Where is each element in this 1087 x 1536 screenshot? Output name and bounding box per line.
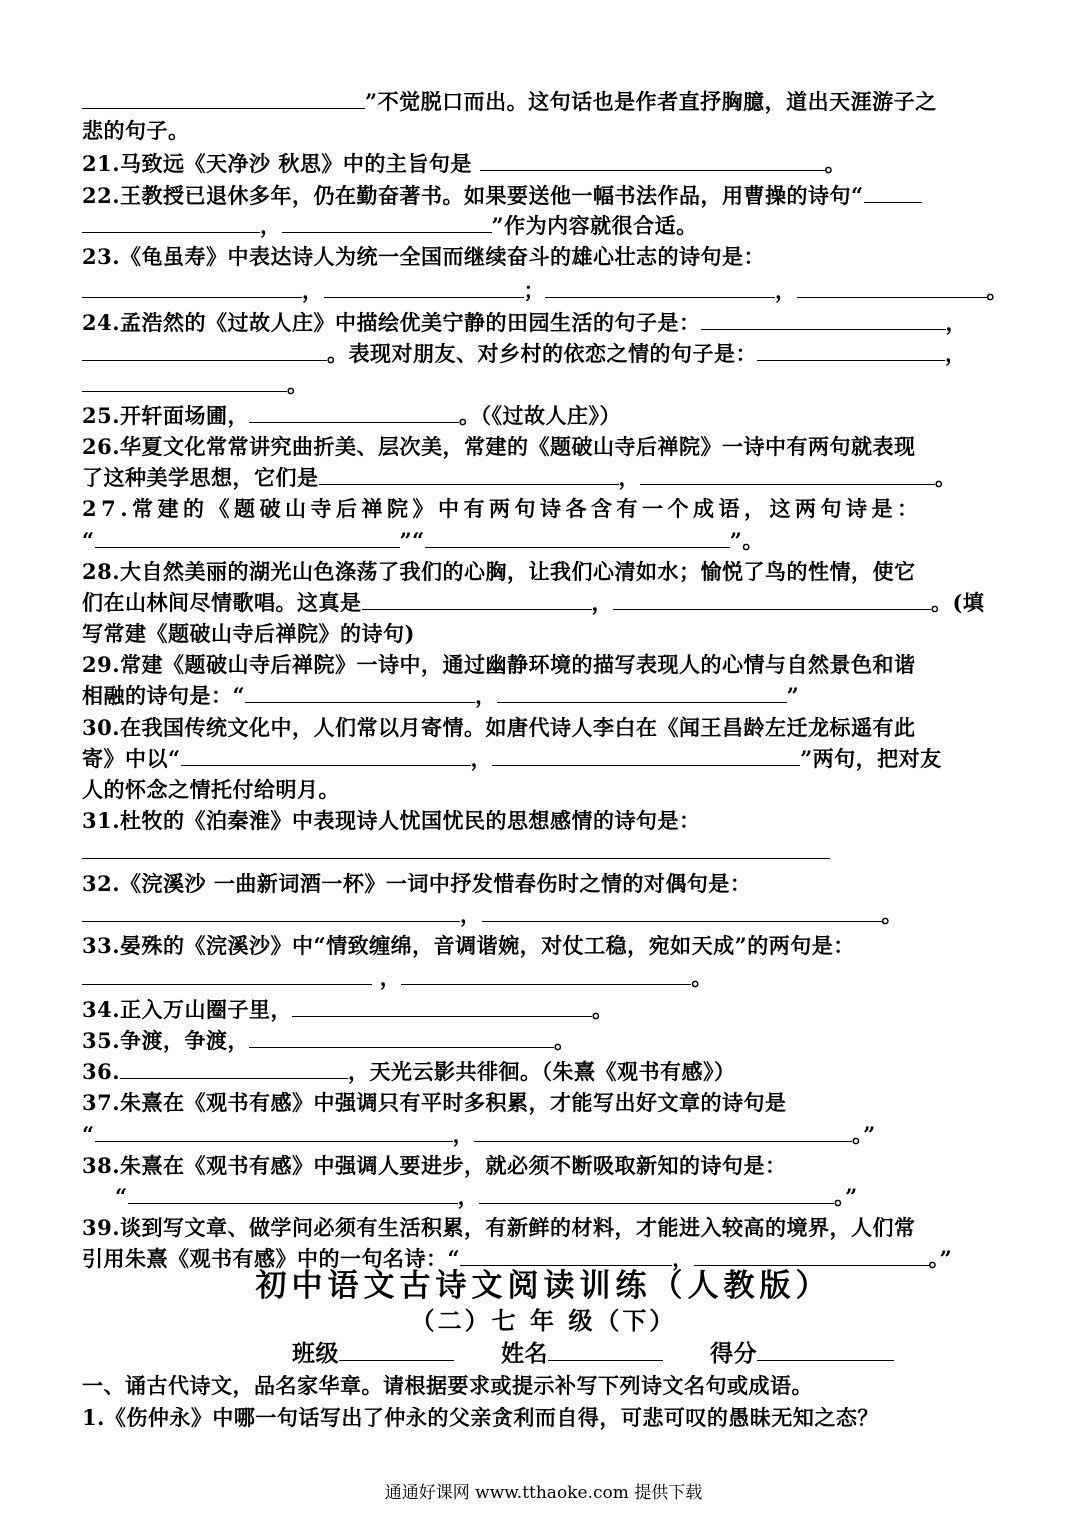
answer-blank[interactable] xyxy=(613,589,931,610)
question-21: 21.马致远《天净沙 秋思》中的主旨句是 。 xyxy=(82,151,847,176)
answer-blank[interactable] xyxy=(82,964,372,985)
question-text: 。表现对朋友、对乡村的依恋之情的句子是： xyxy=(327,341,757,366)
question-35: 35.争渡，争渡， 。 xyxy=(82,1028,576,1053)
question-text: 25.开轩面场圃， xyxy=(82,403,250,428)
question-33-blanks: ， 。 xyxy=(82,964,1007,992)
question-32 xyxy=(82,870,1007,898)
question-30-end xyxy=(82,776,1007,804)
line-20-end xyxy=(82,88,1007,116)
answer-blank[interactable] xyxy=(249,402,459,423)
line-text: ”不觉脱口而出。这句话也是作者直抒胸臆，道出天涯游子之 xyxy=(365,89,937,114)
question-text: 23.《龟虽寿》中表达诗人为统一全国而继续奋斗的雄心壮志的诗句是： xyxy=(82,244,766,269)
question-37-blanks: “ ， 。” xyxy=(82,1122,876,1147)
question-text: 38.朱熹在《观书有感》中强调人要进步，就必须不断吸取新知的诗句是： xyxy=(82,1153,787,1178)
section-intro: 一、诵古代诗文，品名家华章。请根据要求或提示补写下列诗文名句或成语。 xyxy=(82,1373,813,1398)
question-text: ，天光云影共徘徊。（朱熹《观书有感》） xyxy=(348,1059,736,1084)
answer-blank[interactable] xyxy=(492,745,800,766)
answer-blank[interactable] xyxy=(482,901,882,922)
answer-blank[interactable] xyxy=(82,212,260,233)
question-text: 22.王教授已退休多年，仍在勤奋著书。如果要送他一幅书法作品，用曹操的诗句“ xyxy=(82,183,864,208)
answer-blank[interactable] xyxy=(640,464,935,485)
section-question-1: 1.《伤仲永》中哪一句话写出了仲永的父亲贪利而自得，可悲可叹的愚昧无知之态？ xyxy=(82,1405,879,1430)
question-38-blanks: “ ， 。” xyxy=(115,1184,858,1209)
question-32-blanks: ， 。 xyxy=(82,901,1007,929)
answer-blank[interactable] xyxy=(82,277,302,298)
question-text: ”作为内容就很合适。 xyxy=(491,213,698,238)
answer-blank[interactable] xyxy=(324,277,524,298)
answer-blank[interactable] xyxy=(181,745,471,766)
answer-blank[interactable] xyxy=(128,1183,458,1204)
question-text: 寄》中以“ xyxy=(82,746,181,771)
question-text: 34.正入万山圈子里， xyxy=(82,997,293,1022)
answer-blank[interactable] xyxy=(319,464,619,485)
line-20-tail xyxy=(82,117,1007,145)
question-29-cont: 相融的诗句是：“ ， ” xyxy=(82,683,800,708)
answer-blank[interactable] xyxy=(245,682,475,703)
class-label: 班级 xyxy=(292,1341,339,1367)
question-text: 人的怀念之情托付给明月。 xyxy=(82,777,340,802)
question-25 xyxy=(82,402,1007,430)
question-30 xyxy=(82,714,1007,742)
question-text: 写常建《题破山寺后禅院》的诗句) xyxy=(82,621,415,646)
answer-blank[interactable] xyxy=(82,901,460,922)
question-26-cont: 了这种美学思想，它们是 ， 。 xyxy=(82,465,957,490)
footer-credit: 通通好课网 www.tthaoke.com 提供下载 xyxy=(384,1483,703,1503)
question-text: 24.孟浩然的《过故人庄》中描绘优美宁静的田园生活的句子是： xyxy=(82,310,701,335)
answer-blank[interactable] xyxy=(425,527,730,548)
question-text: 37.朱熹在《观书有感》中强调只有平时多积累，才能写出好文章的诗句是 xyxy=(82,1090,787,1115)
question-text: 21.马致远《天净沙 秋思》中的主旨句是 xyxy=(82,151,472,176)
answer-blank[interactable] xyxy=(292,996,592,1017)
answer-blank[interactable] xyxy=(95,527,400,548)
question-text: 们在山林间尽情歌唱。这真是 xyxy=(82,590,362,615)
score-field[interactable] xyxy=(757,1340,894,1361)
answer-blank[interactable] xyxy=(545,277,775,298)
answer-blank[interactable] xyxy=(479,1183,834,1204)
answer-blank[interactable] xyxy=(249,1027,554,1048)
question-23 xyxy=(82,243,1007,271)
question-22-cont: ， ”作为内容就很合适。 xyxy=(82,212,1007,240)
answer-blank[interactable] xyxy=(362,589,592,610)
question-28 xyxy=(82,558,1007,586)
question-source: 。（《过故人庄》） xyxy=(459,403,622,428)
name-label: 姓名 xyxy=(501,1341,549,1367)
question-text: 28.大自然美丽的湖光山色涤荡了我们的心胸，让我们心清如水；愉悦了鸟的性情，使它 xyxy=(82,559,916,584)
answer-blank[interactable] xyxy=(701,309,946,330)
question-27 xyxy=(82,495,1007,523)
question-30-cont: 寄》中以“ ， ”两句，把对友 xyxy=(82,746,942,771)
question-24-end: 。 xyxy=(82,371,1007,399)
question-38 xyxy=(82,1152,1007,1180)
question-36 xyxy=(82,1058,1007,1086)
answer-blank[interactable] xyxy=(480,150,825,171)
answer-blank[interactable] xyxy=(864,182,922,203)
question-29 xyxy=(82,651,1007,679)
question-text: 35.争渡，争渡， xyxy=(82,1028,250,1053)
worksheet-subtitle: （二）七 年 级（下） xyxy=(410,1307,677,1335)
answer-blank[interactable] xyxy=(82,838,830,859)
question-text: ”两句，把对友 xyxy=(800,746,942,771)
question-28-cont: 们在山林间尽情歌唱。这真是 ， 。(填 xyxy=(82,590,985,615)
answer-blank[interactable] xyxy=(694,1245,929,1266)
answer-blank[interactable] xyxy=(497,682,787,703)
question-39-cont: 引用朱熹《观书有感》中的一句名诗：“ ， 。” xyxy=(82,1246,953,1271)
class-field[interactable] xyxy=(339,1340,454,1361)
answer-blank[interactable] xyxy=(82,88,365,109)
question-text: 相融的诗句是：“ xyxy=(82,683,246,708)
answer-blank[interactable] xyxy=(95,1121,453,1142)
question-text: 引用朱熹《观书有感》中的一句名诗：“ xyxy=(82,1246,461,1271)
answer-blank[interactable] xyxy=(757,340,945,361)
answer-blank[interactable] xyxy=(82,340,327,361)
question-text: 26.华夏文化常常讲究曲折美、层次美，常建的《题破山寺后禅院》一诗中有两句就表现 xyxy=(82,434,916,459)
question-27-blanks: “ ”“ ”。 xyxy=(82,528,764,553)
question-31-blank xyxy=(82,838,1007,866)
question-number: 36. xyxy=(82,1059,121,1084)
question-33 xyxy=(82,932,1007,960)
answer-blank[interactable] xyxy=(82,371,287,392)
answer-blank[interactable] xyxy=(460,1245,672,1266)
question-24-cont: 。表现对朋友、对乡村的依恋之情的句子是： ， xyxy=(82,340,1007,368)
question-text: 39.谈到写文章、做学问必须有生活积累，有新鲜的材料，才能进入较高的境界，人们常 xyxy=(82,1215,916,1240)
answer-blank[interactable] xyxy=(474,1121,852,1142)
answer-blank[interactable] xyxy=(120,1058,348,1079)
question-text: 。(填 xyxy=(931,590,985,615)
question-28-end xyxy=(82,620,1007,648)
student-info-row xyxy=(292,1340,1087,1368)
question-text: 31.杜牧的《泊秦淮》中表现诗人忧国忧民的思想感情的诗句是： xyxy=(82,808,701,833)
question-text: 27.常建的《题破山寺后禅院》中有两句诗各含有一个成语，这两句诗是： xyxy=(82,496,923,521)
answer-blank[interactable] xyxy=(282,212,492,233)
answer-blank[interactable] xyxy=(797,277,987,298)
worksheet-title: 初中语文古诗文阅读训练（人教版） xyxy=(255,1268,832,1304)
line-text: 悲的句子。 xyxy=(82,118,190,143)
question-31 xyxy=(82,807,1007,835)
question-text: 30.在我国传统文化中，人们常以月寄情。如唐代诗人李白在《闻王昌龄左迁龙标遥有此 xyxy=(82,715,916,740)
question-24: 24.孟浩然的《过故人庄》中描绘优美宁静的田园生活的句子是： ， xyxy=(82,310,968,335)
question-37 xyxy=(82,1089,1007,1117)
question-39 xyxy=(82,1214,1007,1242)
question-26 xyxy=(82,433,1007,461)
question-22 xyxy=(82,182,1007,210)
question-text: 32.《浣溪沙 一曲新词酒一杯》一词中抒发惜春伤时之情的对偶句是： xyxy=(82,871,752,896)
answer-blank[interactable] xyxy=(401,964,691,985)
question-text: 29.常建《题破山寺后禅院》一诗中，通过幽静环境的描写表现人的心情与自然景色和谐 xyxy=(82,652,916,677)
name-field[interactable] xyxy=(548,1340,663,1361)
question-text: 33.晏殊的《浣溪沙》中“情致缠绵，音调谐婉，对仗工稳，宛如天成”的两句是： xyxy=(82,933,855,958)
question-34: 34.正入万山圈子里， 。 xyxy=(82,997,614,1022)
question-23-blanks: ， ； ， 。 xyxy=(82,277,1007,305)
score-label: 得分 xyxy=(710,1341,758,1367)
question-text: 了这种美学思想，它们是 xyxy=(82,465,319,490)
